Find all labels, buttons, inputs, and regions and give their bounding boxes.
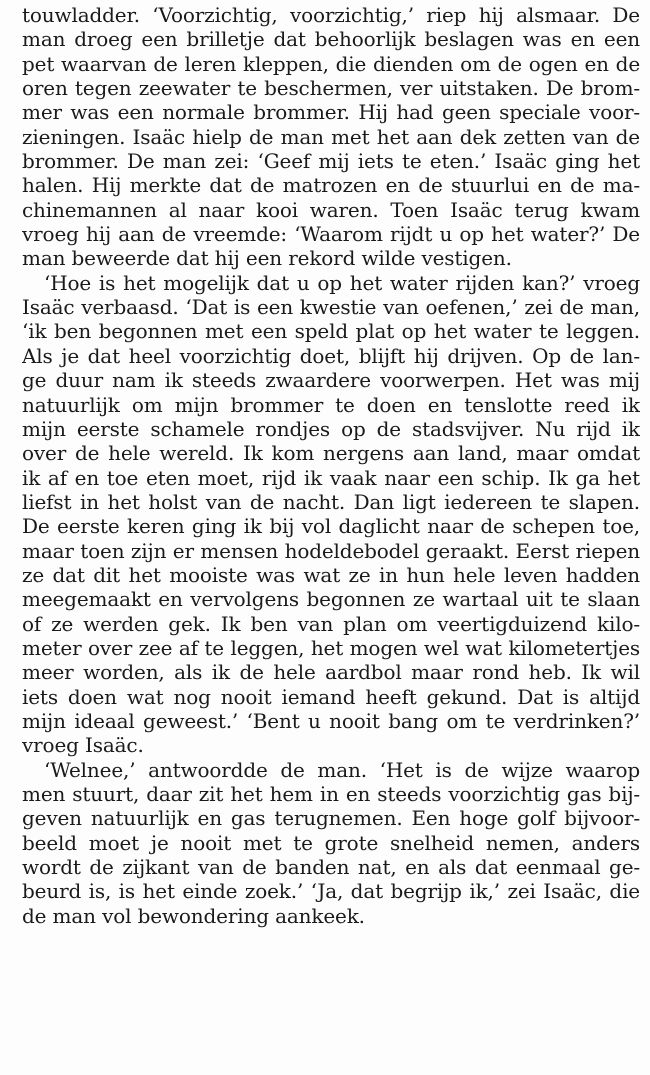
text-line: iets doen wat nog nooit iemand heeft gekund. Dat is altijd	[22, 684, 640, 709]
text-line: meter over zee af te leggen, het mogen wel wat kilometertjes	[22, 635, 640, 660]
text-line: wordt de zijkant van de banden nat, en als dat eenmaal ge-	[22, 855, 640, 880]
text-line: vroeg hij aan de vreemde: ‘Waarom rijdt u op het water?’ De	[22, 222, 640, 247]
text-line: liefst in het holst van de nacht. Dan ligt iedereen te slapen.	[22, 489, 640, 514]
text-line: men stuurt, daar zit het hem in en steeds voorzichtig gas bij-	[22, 782, 640, 806]
text-line: chinemannen al naar kooi waren. Toen Isaäc terug kwam	[22, 197, 640, 222]
paragraph	[22, 758, 640, 928]
text-line: man droeg een brilletje dat behoorlijk beslagen was en een	[22, 27, 640, 52]
text-line: natuurlijk om mijn brommer te doen en tenslotte reed ik	[22, 392, 640, 417]
text-line: zieningen. Isaäc hielp de man met het aan dek zetten van de	[22, 124, 640, 149]
text-line: Isaäc verbaasd. ‘Dat is een kwestie van oefenen,’ zei de man,	[22, 295, 640, 320]
text-line: de man vol bewondering aankeek.	[22, 903, 365, 928]
text-line: ik af en toe eten moet, rijd ik vaak naar een schip. Ik ga het	[22, 465, 640, 490]
text-line: mer was een normale brommer. Hij had geen speciale voor-	[22, 100, 640, 125]
text-line: meegemaakt en vervolgens begonnen ze wartaal uit te slaan	[22, 587, 640, 612]
text-line: ‘Welnee,’ antwoordde de man. ‘Het is de wijze waarop	[44, 757, 640, 782]
text-line: brommer. De man zei: ‘Geef mij iets te eten.’ Isaäc ging het	[22, 149, 640, 174]
text-line: meer worden, als ik de hele aardbol maar rond heb. Ik wil	[22, 660, 640, 685]
text-line: halen. Hij merkte dat de matrozen en de stuurlui en de ma-	[22, 173, 640, 198]
text-line: maar toen zijn er mensen hodeldebodel geraakt. Eerst riepen	[22, 538, 640, 563]
text-line: of ze werden gek. Ik ben van plan om veertigduizend kilo-	[22, 611, 640, 636]
text-line: man beweerde dat hij een rekord wilde vestigen.	[22, 246, 512, 271]
text-line: touwladder. ‘Voorzichtig, voorzichtig,’ riep hij alsmaar. De	[22, 3, 640, 27]
text-line: oren tegen zeewater te beschermen, ver uitstaken. De brom-	[22, 76, 640, 101]
text-line: ze dat dit het mooiste was wat ze in hun hele leven hadden	[22, 562, 640, 587]
text-line: beeld moet je nooit met te grote snelheid nemen, anders	[22, 830, 640, 855]
text-line: ge duur nam ik steeds zwaardere voorwerpen. Het was mij	[22, 368, 640, 393]
body-text	[22, 3, 640, 928]
text-line: mijn eerste schamele rondjes op de stadsvijver. Nu rijd ik	[22, 416, 640, 441]
text-line: Als je dat heel voorzichtig doet, blijft hij drijven. Op de lan-	[22, 343, 640, 368]
text-line: vroeg Isaäc.	[22, 733, 144, 758]
text-line: geven natuurlijk en gas terugnemen. Een hoge golf bijvoor-	[22, 806, 640, 831]
paragraph	[22, 3, 640, 271]
text-line: mijn ideaal geweest.’ ‘Bent u nooit bang om te verdrinken?’	[22, 708, 640, 733]
text-line: De eerste keren ging ik bij vol daglicht naar de schepen toe,	[22, 514, 640, 539]
text-line: ‘ik ben begonnen met een speld plat op het water te leggen.	[22, 319, 640, 344]
text-line: ‘Hoe is het mogelijk dat u op het water rijden kan?’ vroeg	[44, 270, 640, 295]
text-line: beurd is, is het einde zoek.’ ‘Ja, dat begrijp ik,’ zei Isaäc, die	[22, 879, 640, 904]
paragraph	[22, 271, 640, 758]
text-line: over de hele wereld. Ik kom nergens aan land, maar omdat	[22, 441, 640, 466]
text-line: pet waarvan de leren kleppen, die dienden om de ogen en de	[22, 51, 640, 76]
